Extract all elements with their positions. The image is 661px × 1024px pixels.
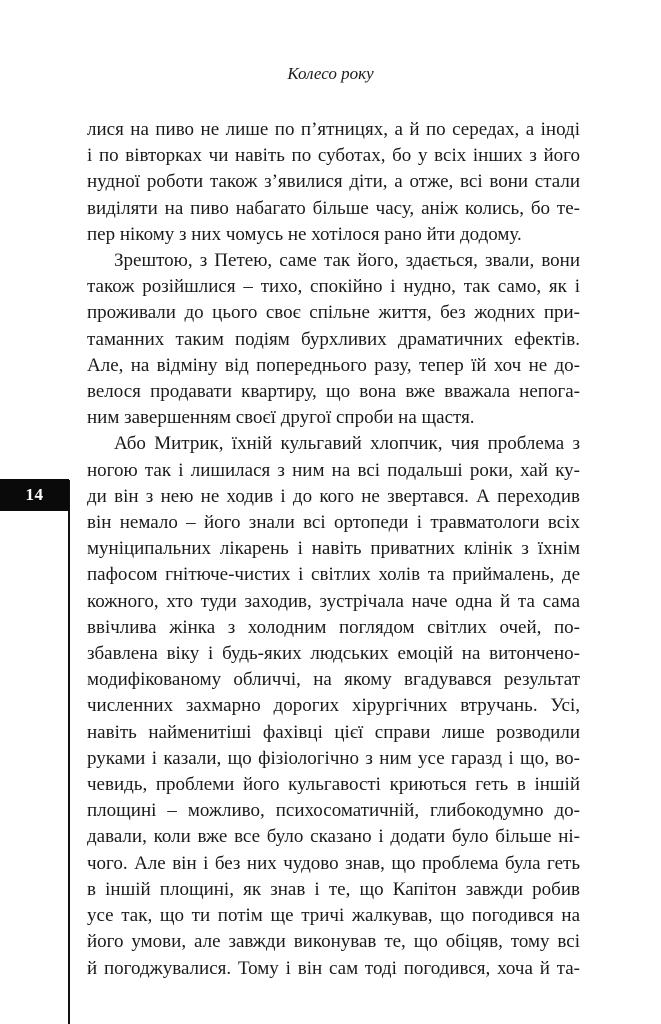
text-line: Або Митрик, їхній кульгавий хлопчик, чия проблема з bbox=[114, 433, 580, 455]
text-line: й погоджувалися. Тому і він сам тоді погодився, хоча й та- bbox=[87, 957, 580, 979]
page-number: 14 bbox=[25, 485, 44, 504]
paragraph-3 bbox=[87, 431, 580, 981]
running-head: Колесо року bbox=[287, 64, 374, 83]
text-line: муніципальних лікарень і навіть приватних клінік з їхнім bbox=[87, 538, 580, 560]
text-line: велося продавати квартиру, що вона вже вважала непога- bbox=[87, 381, 580, 403]
text-line: руками і казали, що фізіологічно з ним усе гаразд і що, во- bbox=[87, 747, 580, 769]
text-line: також розійшлися – тихо, спокійно і нудно, так само, як і bbox=[87, 276, 580, 298]
text-line: таманних таким подіям бурхливих драматичних ефектів. bbox=[87, 328, 580, 350]
text-line: навіть найменитіші фахівці цієї справи лише розводили bbox=[87, 721, 580, 743]
text-line: ним завершенням своєї другої спроби на щастя. bbox=[87, 407, 475, 429]
text-line: ногою так і лишилася з ним на всі подальші роки, хай ку- bbox=[87, 459, 580, 481]
text-line: давали, коли вже все було сказано і додати було більше ні- bbox=[87, 826, 580, 848]
text-line: його умови, але завжди виконував те, що обіцяв, тому всі bbox=[87, 931, 580, 953]
page-number-tab bbox=[0, 479, 69, 511]
text-line: пафосом гнітюче-чистих і світлих холів та приймалень, де bbox=[87, 564, 580, 586]
text-line: усе так, що ти потім ще тричі жалкував, що погодився на bbox=[87, 905, 580, 927]
text-line: чого. Але він і без них чудово знав, що проблема була геть bbox=[87, 852, 580, 874]
text-line: модифікованому обличчі, на якому вгадувався результат bbox=[87, 669, 580, 691]
text-line: проживали до цього своє спільне життя, без жодних при- bbox=[87, 302, 580, 324]
text-line: збавлена віку і будь-яких людських емоцій на витончено- bbox=[87, 643, 580, 665]
paragraph-1 bbox=[87, 117, 580, 248]
text-line: нудної роботи також з’явилися діти, а отже, всі вони стали bbox=[87, 171, 580, 193]
text-line: ди він з нею не ходив і до кого не звертався. А переходив bbox=[87, 485, 580, 507]
paragraph-2 bbox=[87, 248, 580, 431]
text-line: лися на пиво не лише по п’ятницях, а й по середах, а іноді bbox=[87, 119, 580, 140]
text-line: він немало – його знали всі ортопеди і травматологи всіх bbox=[87, 512, 580, 534]
text-line: виділяти на пиво набагато більше часу, аніж колись, бо те- bbox=[87, 197, 580, 219]
text-line: і по вівторках чи навіть по суботах, бо у всіх інших з його bbox=[87, 145, 580, 167]
margin-rule bbox=[68, 480, 70, 1024]
text-line: в іншій площині, як знав і те, що Капітон завжди робив bbox=[87, 878, 580, 900]
text-line: чевидь, проблеми його кульгавості криються геть в іншій bbox=[87, 774, 580, 796]
text-line: численних захмарно дорогих хірургічних втручань. Усі, bbox=[87, 695, 580, 717]
body-text bbox=[87, 117, 580, 982]
text-line: площині – можливо, психосоматичній, глибокодумно до- bbox=[87, 800, 580, 822]
text-line: кожного, хто туди заходив, зустрічала наче одна й та сама bbox=[87, 590, 580, 612]
text-line: ввічлива жінка з холодним поглядом світлих очей, по- bbox=[87, 616, 580, 638]
text-line: Але, на відміну від попереднього разу, тепер їй хоч не до- bbox=[87, 354, 580, 376]
text-line: Зрештою, з Петею, саме так його, здається, звали, вони bbox=[114, 250, 580, 272]
text-line: пер нікому з них чомусь не хотілося рано йти додому. bbox=[87, 223, 522, 245]
